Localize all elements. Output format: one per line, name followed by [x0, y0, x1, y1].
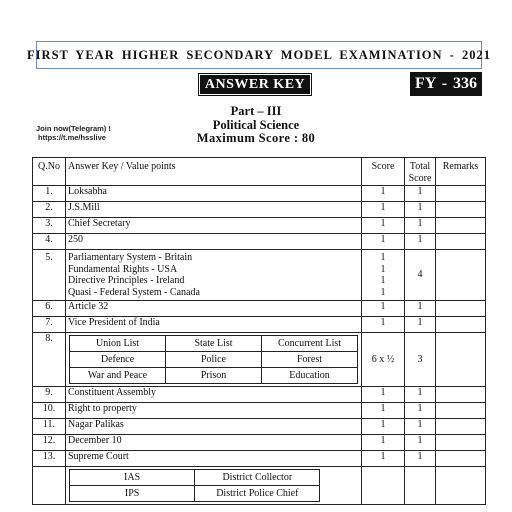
row-remarks	[436, 403, 486, 419]
row-score: 1	[362, 419, 405, 435]
inner-row	[70, 336, 358, 352]
header-total-line2: Score	[408, 173, 432, 184]
row-answer: Supreme Court	[66, 451, 362, 467]
answer-key-table	[32, 157, 486, 505]
row-answer: Vice President of India	[66, 317, 362, 333]
inner-cell: War and Peace	[70, 368, 166, 384]
subject-heading: Political Science	[212, 118, 300, 132]
table-row	[33, 186, 486, 202]
row-answer: J.S.Mill	[66, 202, 362, 218]
row-score: 1	[362, 317, 405, 333]
row-remarks	[436, 218, 486, 234]
inner-row	[70, 352, 358, 368]
row-qno: 4.	[33, 234, 66, 250]
table-row	[33, 467, 486, 505]
table-row	[33, 250, 486, 301]
row-remarks	[436, 202, 486, 218]
federal-lists-table	[69, 335, 358, 384]
row-answer: Loksabha	[66, 186, 362, 202]
row-answer: Right to property	[66, 403, 362, 419]
row-remarks	[436, 234, 486, 250]
answer-key-badge: ANSWER KEY	[198, 73, 312, 96]
row-score: 1	[362, 234, 405, 250]
row-answer-grid	[66, 467, 362, 505]
row-answer-grid	[66, 333, 362, 387]
row-score: 1	[362, 202, 405, 218]
row-score: 1	[362, 218, 405, 234]
row-qno: 2.	[33, 202, 66, 218]
row-score: 1	[362, 301, 405, 317]
answer-line: Quasi - Federal System - Canada	[68, 286, 200, 298]
row-total: 1	[405, 435, 436, 451]
row-qno: 7.	[33, 317, 66, 333]
row-remarks	[436, 333, 486, 387]
row-total: 1	[405, 451, 436, 467]
telegram-link[interactable]: https://t.me/hsslive	[38, 133, 106, 142]
row-total: 1	[405, 186, 436, 202]
row-qno: 11.	[33, 419, 66, 435]
table-header-row	[33, 158, 486, 186]
row-total: 3	[405, 333, 436, 387]
row-total	[405, 467, 436, 505]
part-heading: Part – III	[230, 104, 282, 118]
table-row	[33, 234, 486, 250]
row-answer: December 10	[66, 435, 362, 451]
row-qno: 8.	[33, 333, 66, 387]
inner-cell: Union List	[70, 336, 166, 352]
row-qno: 1.	[33, 186, 66, 202]
row-qno: 9.	[33, 387, 66, 403]
table-row	[33, 387, 486, 403]
row-answer: Chief Secretary	[66, 218, 362, 234]
row-total: 1	[405, 419, 436, 435]
row-qno: 3.	[33, 218, 66, 234]
row-answer: Constituent Assembly	[66, 387, 362, 403]
services-table	[69, 469, 320, 502]
table-row	[33, 333, 486, 387]
max-score-heading: Maximum Score : 80	[196, 131, 316, 145]
inner-cell: Defence	[70, 352, 166, 368]
table-row	[33, 301, 486, 317]
row-total: 1	[405, 403, 436, 419]
row-total: 1	[405, 301, 436, 317]
row-score: 1	[362, 403, 405, 419]
table-row	[33, 435, 486, 451]
header-answer: Answer Key / Value points	[66, 158, 362, 186]
row-total: 1	[405, 218, 436, 234]
row-answer: Article 32	[66, 301, 362, 317]
paper-code-badge: FY - 336	[410, 72, 482, 96]
row-remarks	[436, 317, 486, 333]
header-total-score	[405, 158, 436, 186]
row-score: 1	[362, 451, 405, 467]
exam-title-box	[27, 41, 491, 69]
score-line: 1	[380, 275, 386, 286]
score-line: 1	[380, 252, 386, 263]
row-remarks	[436, 435, 486, 451]
row-score: 1	[362, 435, 405, 451]
answer-line: Directive Principles - Ireland	[68, 275, 185, 286]
telegram-join-text: Join now(Telegram) !	[36, 124, 111, 133]
row-score	[362, 467, 405, 505]
row-score: 1	[362, 387, 405, 403]
inner-cell: District Police Chief	[195, 486, 320, 502]
table-row	[33, 202, 486, 218]
row-answer-multiline	[66, 250, 362, 301]
exam-title: FIRST YEAR HIGHER SECONDARY MODEL EXAMINATION - 2021	[27, 47, 491, 62]
row-remarks	[436, 301, 486, 317]
inner-cell: Forest	[262, 352, 358, 368]
inner-cell: District Collector	[195, 470, 320, 486]
inner-cell: Police	[166, 352, 262, 368]
row-total: 1	[405, 387, 436, 403]
table-row	[33, 403, 486, 419]
answer-line: Fundamental Rights - USA	[68, 263, 178, 275]
header-qno: Q.No	[33, 158, 66, 186]
header-total-line1: Total	[409, 161, 431, 172]
row-remarks	[436, 419, 486, 435]
row-qno: 5.	[33, 250, 66, 301]
row-score-multiline	[362, 250, 405, 301]
table-row	[33, 218, 486, 234]
row-total: 1	[405, 234, 436, 250]
row-remarks	[436, 250, 486, 301]
answer-line: Parliamentary System - Britain	[68, 252, 193, 263]
inner-cell: Education	[262, 368, 358, 384]
row-qno: 10.	[33, 403, 66, 419]
row-score: 1	[362, 186, 405, 202]
row-qno	[33, 467, 66, 505]
inner-cell: State List	[166, 336, 262, 352]
row-remarks	[436, 451, 486, 467]
inner-cell: IPS	[70, 486, 195, 502]
inner-cell: Concurrent List	[262, 336, 358, 352]
inner-cell: Prison	[166, 368, 262, 384]
inner-cell: IAS	[70, 470, 195, 486]
row-remarks	[436, 387, 486, 403]
row-answer: Nagar Palikas	[66, 419, 362, 435]
score-line: 1	[380, 286, 386, 298]
row-answer: 250	[66, 234, 362, 250]
score-line: 1	[380, 263, 386, 275]
header-remarks: Remarks	[436, 158, 486, 186]
row-total: 1	[405, 317, 436, 333]
row-score: 6 x ½	[362, 333, 405, 387]
table-row	[33, 451, 486, 467]
table-row	[33, 317, 486, 333]
inner-row	[70, 470, 320, 486]
row-remarks	[436, 467, 486, 505]
row-remarks	[436, 186, 486, 202]
row-qno: 6.	[33, 301, 66, 317]
inner-row	[70, 486, 320, 502]
inner-row	[70, 368, 358, 384]
row-total: 4	[405, 250, 436, 301]
row-total: 1	[405, 202, 436, 218]
header-score: Score	[362, 158, 405, 186]
row-qno: 12.	[33, 435, 66, 451]
row-qno: 13.	[33, 451, 66, 467]
table-row	[33, 419, 486, 435]
